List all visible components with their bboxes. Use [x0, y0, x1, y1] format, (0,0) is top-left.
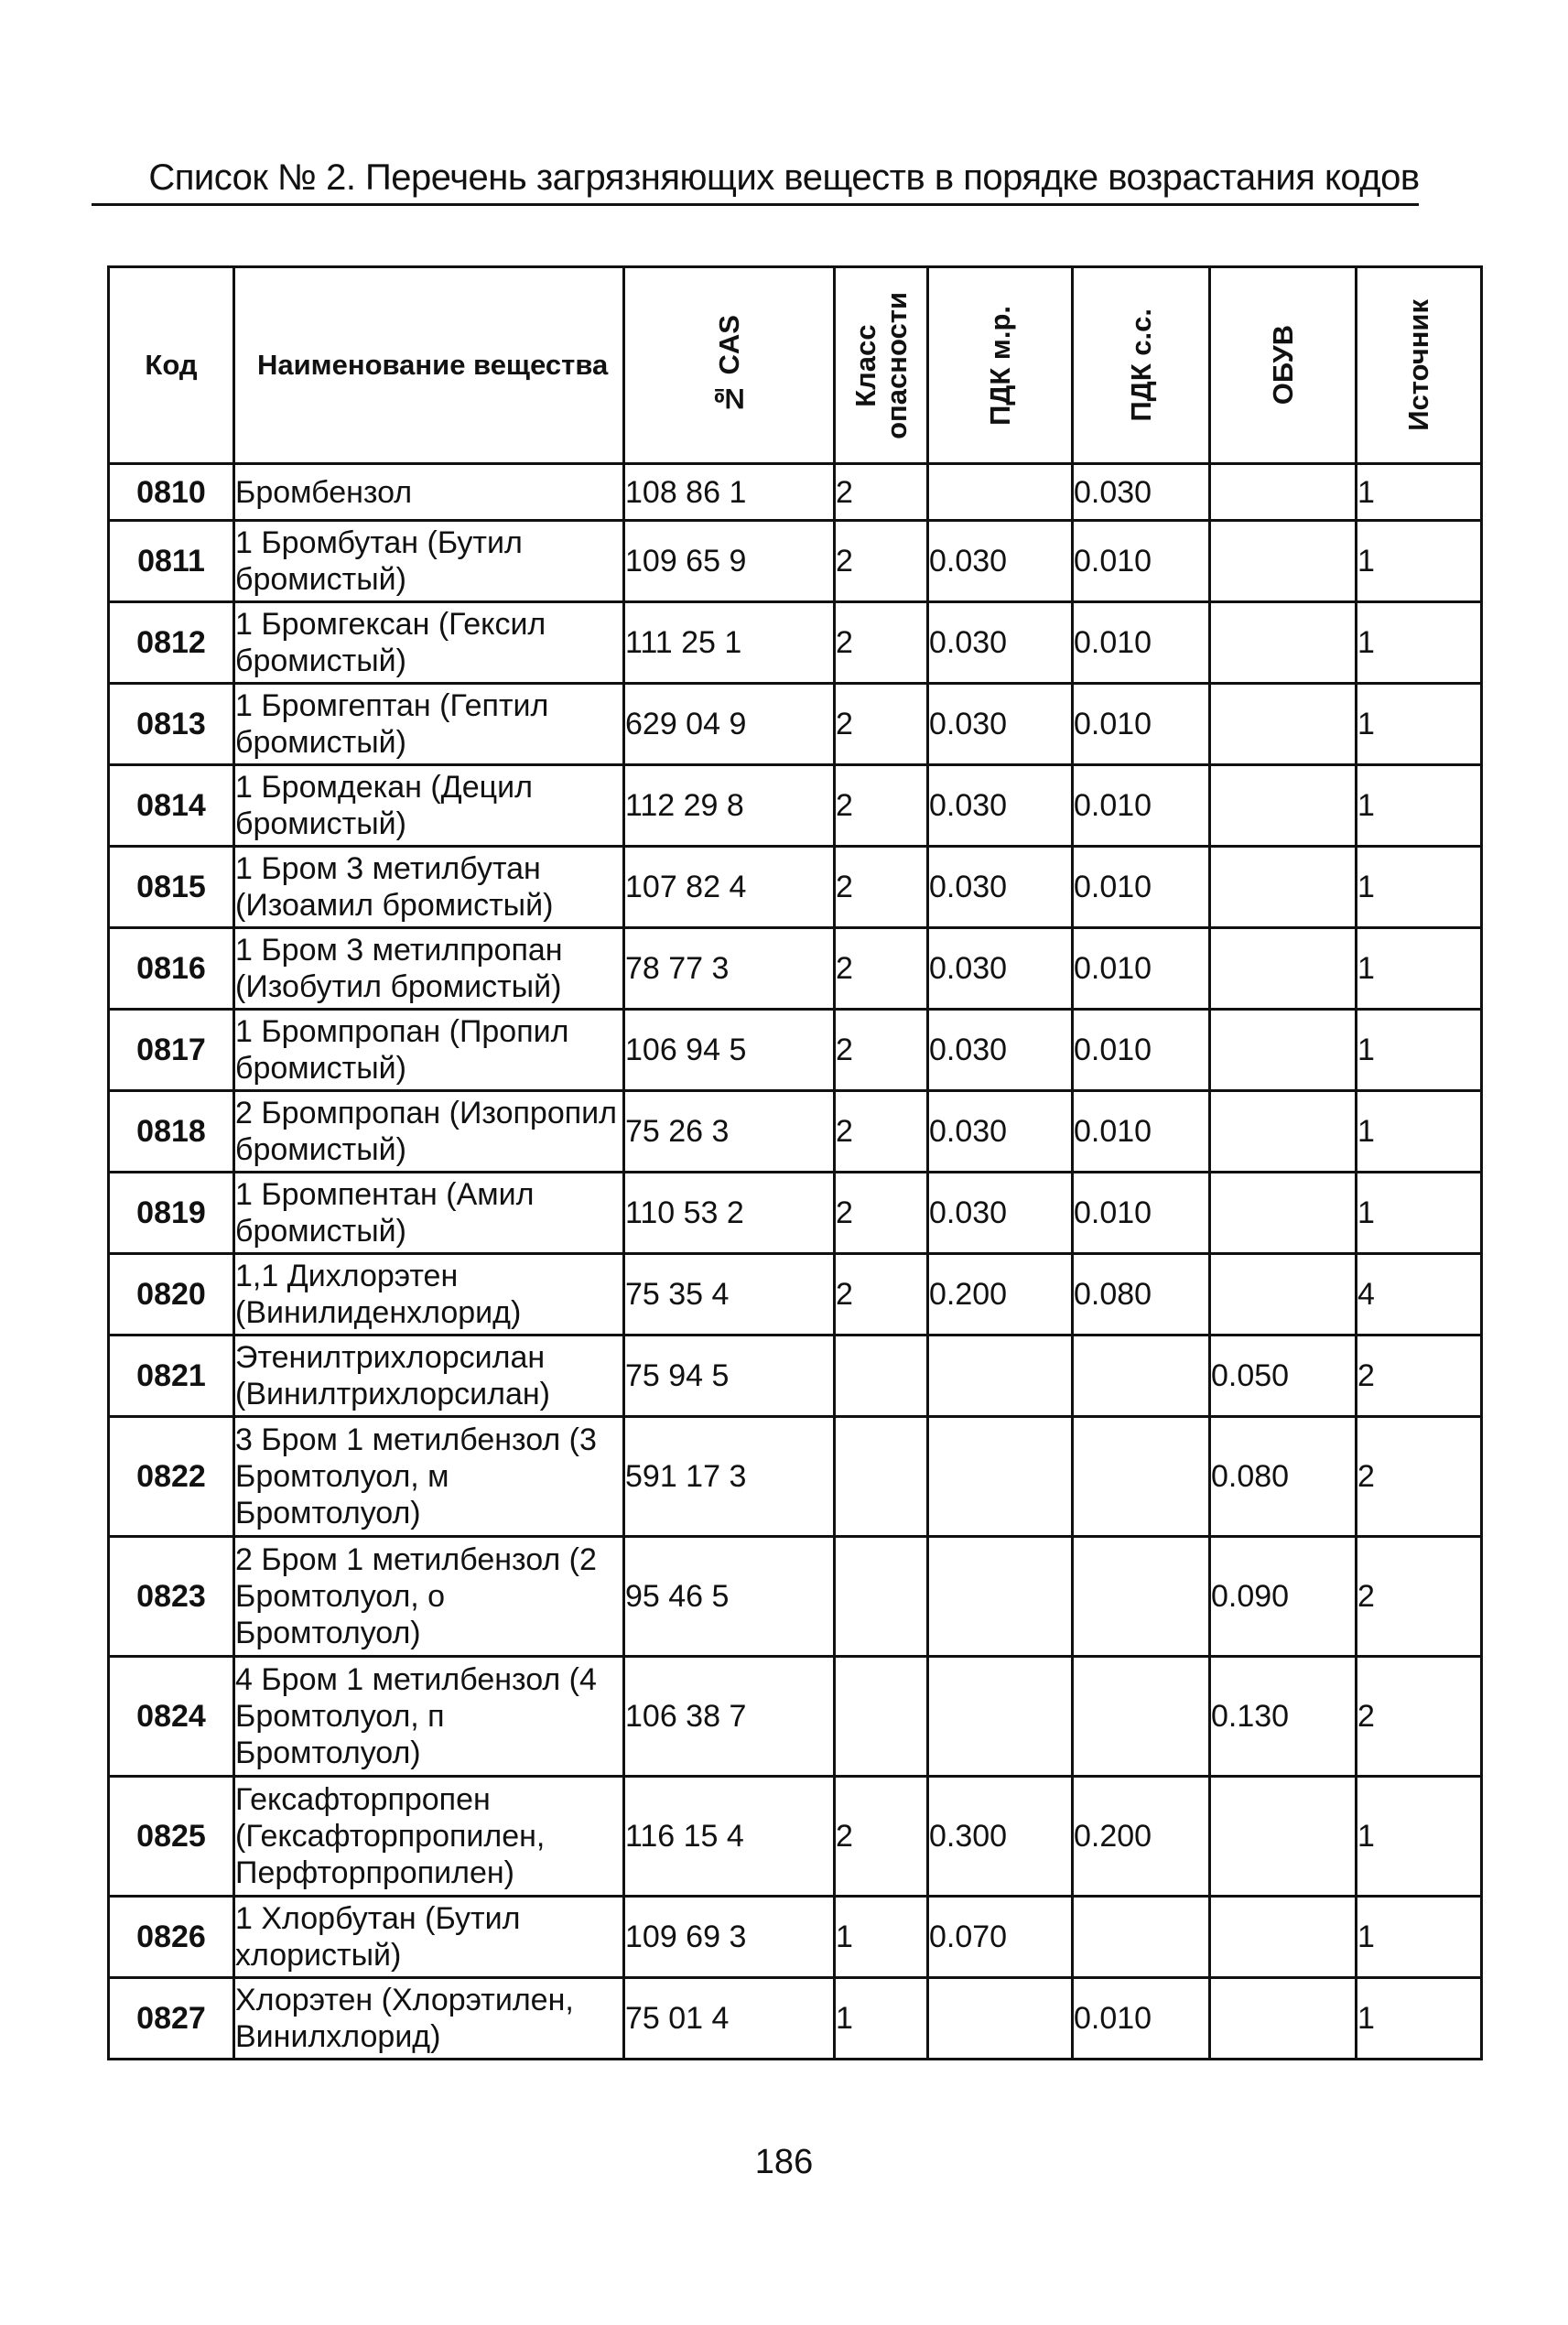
cell-code: 0825 [109, 1777, 234, 1897]
cell-obuv [1210, 684, 1357, 765]
cell-code: 0816 [109, 928, 234, 1010]
cell-pdk-ss: 0.010 [1073, 928, 1210, 1010]
cell-pdk-mr: 0.030 [928, 1091, 1073, 1173]
cell-pdk-ss: 0.010 [1073, 765, 1210, 847]
cell-pdk-ss: 0.010 [1073, 847, 1210, 928]
cell-hazard-class: 2 [835, 1173, 928, 1254]
table-row [109, 521, 1482, 602]
table-row [109, 847, 1482, 928]
table-row [109, 1537, 1482, 1657]
table-row [109, 684, 1482, 765]
cell-cas: 75 01 4 [624, 1978, 835, 2060]
header-pdk-mr [928, 267, 1073, 464]
page-title: Список № 2. Перечень загрязняющих веществ в порядке возрастания кодов [148, 157, 1420, 198]
table-row [109, 1254, 1482, 1336]
header-pdk-ss-label: ПДК с.с. [1124, 308, 1157, 422]
cell-pdk-mr [928, 1657, 1073, 1777]
cell-name: 2 Бром 1 метилбензол (2 Бромтолуол, о Бромтолуол) [234, 1537, 624, 1657]
cell-source: 1 [1357, 521, 1482, 602]
header-hazard-class-line2: опасности [880, 291, 913, 439]
cell-hazard-class: 2 [835, 1010, 928, 1091]
cell-hazard-class: 2 [835, 847, 928, 928]
cell-hazard-class [835, 1657, 928, 1777]
header-hazard-class [835, 267, 928, 464]
cell-obuv [1210, 464, 1357, 521]
cell-obuv [1210, 1010, 1357, 1091]
cell-hazard-class: 1 [835, 1978, 928, 2060]
header-hazard-class-line1: Класс [849, 323, 881, 407]
cell-name: 1 Бромдекан (Децил бромистый) [234, 765, 624, 847]
cell-pdk-mr: 0.070 [928, 1897, 1073, 1978]
cell-hazard-class [835, 1417, 928, 1537]
cell-name: Хлорэтен (Хлорэтилен, Винилхлорид) [234, 1978, 624, 2060]
cell-pdk-ss [1073, 1336, 1210, 1417]
cell-obuv: 0.080 [1210, 1417, 1357, 1537]
header-cas [624, 267, 835, 464]
cell-pdk-mr: 0.030 [928, 1173, 1073, 1254]
header-pdk-ss [1073, 267, 1210, 464]
cell-pdk-mr: 0.030 [928, 521, 1073, 602]
cell-code: 0821 [109, 1336, 234, 1417]
cell-source: 1 [1357, 602, 1482, 684]
table-row [109, 1417, 1482, 1537]
cell-pdk-ss: 0.200 [1073, 1777, 1210, 1897]
cell-source: 1 [1357, 464, 1482, 521]
cell-obuv: 0.050 [1210, 1336, 1357, 1417]
cell-code: 0822 [109, 1417, 234, 1537]
header-obuv-label: ОБУВ [1266, 325, 1299, 406]
cell-hazard-class: 2 [835, 684, 928, 765]
cell-pdk-ss [1073, 1657, 1210, 1777]
cell-hazard-class: 2 [835, 521, 928, 602]
table-row [109, 765, 1482, 847]
cell-cas: 629 04 9 [624, 684, 835, 765]
table-row [109, 1091, 1482, 1173]
cell-obuv [1210, 1897, 1357, 1978]
cell-code: 0817 [109, 1010, 234, 1091]
cell-hazard-class [835, 1336, 928, 1417]
header-cas-label: № CAS [712, 315, 745, 416]
cell-name: 1 Бромбутан (Бутил бромистый) [234, 521, 624, 602]
cell-name: 1 Бром 3 метилпропан (Изобутил бромистый) [234, 928, 624, 1010]
cell-cas: 110 53 2 [624, 1173, 835, 1254]
cell-pdk-ss: 0.010 [1073, 1173, 1210, 1254]
cell-pdk-ss: 0.010 [1073, 1010, 1210, 1091]
cell-hazard-class: 2 [835, 602, 928, 684]
cell-hazard-class: 1 [835, 1897, 928, 1978]
cell-obuv [1210, 1091, 1357, 1173]
cell-source: 2 [1357, 1657, 1482, 1777]
cell-obuv [1210, 1173, 1357, 1254]
cell-name: 1 Хлорбутан (Бутил хлористый) [234, 1897, 624, 1978]
substances-table [107, 265, 1483, 2060]
cell-source: 1 [1357, 847, 1482, 928]
cell-pdk-mr [928, 1417, 1073, 1537]
cell-cas: 75 26 3 [624, 1091, 835, 1173]
cell-source: 1 [1357, 765, 1482, 847]
header-source-label: Источник [1402, 299, 1434, 431]
cell-pdk-mr: 0.030 [928, 602, 1073, 684]
cell-code: 0814 [109, 765, 234, 847]
cell-name: Гексафторпропен (Гексафторпропилен, Перфторпропилен) [234, 1777, 624, 1897]
cell-hazard-class: 2 [835, 1254, 928, 1336]
page-number: 186 [754, 2143, 814, 2181]
cell-code: 0818 [109, 1091, 234, 1173]
cell-obuv [1210, 1978, 1357, 2060]
cell-source: 2 [1357, 1417, 1482, 1537]
cell-source: 1 [1357, 1777, 1482, 1897]
cell-pdk-mr: 0.030 [928, 684, 1073, 765]
cell-cas: 109 65 9 [624, 521, 835, 602]
cell-name: 3 Бром 1 метилбензол (3 Бромтолуол, м Бромтолуол) [234, 1417, 624, 1537]
cell-pdk-mr: 0.030 [928, 1010, 1073, 1091]
cell-source: 2 [1357, 1336, 1482, 1417]
cell-code: 0815 [109, 847, 234, 928]
cell-pdk-mr [928, 464, 1073, 521]
cell-pdk-mr: 0.200 [928, 1254, 1073, 1336]
cell-cas: 95 46 5 [624, 1537, 835, 1657]
cell-source: 1 [1357, 1978, 1482, 2060]
cell-pdk-mr [928, 1537, 1073, 1657]
cell-obuv [1210, 765, 1357, 847]
table-row [109, 1978, 1482, 2060]
cell-source: 2 [1357, 1537, 1482, 1657]
cell-pdk-mr [928, 1336, 1073, 1417]
cell-name: 1 Бром 3 метилбутан (Изоамил бромистый) [234, 847, 624, 928]
cell-obuv: 0.090 [1210, 1537, 1357, 1657]
cell-cas: 112 29 8 [624, 765, 835, 847]
cell-hazard-class [835, 1537, 928, 1657]
table-row [109, 1897, 1482, 1978]
cell-pdk-mr: 0.030 [928, 765, 1073, 847]
header-hazard-class-label [850, 292, 913, 439]
table-row [109, 1336, 1482, 1417]
cell-cas: 109 69 3 [624, 1897, 835, 1978]
header-source [1357, 267, 1482, 464]
cell-pdk-mr [928, 1978, 1073, 2060]
header-row [109, 267, 1482, 464]
cell-name: 1 Бромпентан (Амил бромистый) [234, 1173, 624, 1254]
cell-obuv [1210, 847, 1357, 928]
cell-code: 0812 [109, 602, 234, 684]
cell-cas: 75 35 4 [624, 1254, 835, 1336]
cell-code: 0820 [109, 1254, 234, 1336]
table-row [109, 928, 1482, 1010]
cell-name: 2 Бромпропан (Изопропил бромистый) [234, 1091, 624, 1173]
cell-source: 1 [1357, 1091, 1482, 1173]
cell-code: 0810 [109, 464, 234, 521]
cell-name: Бромбензол [234, 464, 624, 521]
cell-name: 1 Бромпропан (Пропил бромистый) [234, 1010, 624, 1091]
cell-cas: 116 15 4 [624, 1777, 835, 1897]
table-row [109, 602, 1482, 684]
cell-hazard-class: 2 [835, 928, 928, 1010]
cell-obuv [1210, 1254, 1357, 1336]
cell-code: 0823 [109, 1537, 234, 1657]
cell-name: 1 Бромгексан (Гексил бромистый) [234, 602, 624, 684]
cell-hazard-class: 2 [835, 464, 928, 521]
header-name: Наименование вещества [234, 267, 624, 464]
cell-pdk-mr: 0.300 [928, 1777, 1073, 1897]
cell-cas: 111 25 1 [624, 602, 835, 684]
cell-source: 1 [1357, 1897, 1482, 1978]
title-underline [92, 203, 1419, 206]
cell-source: 1 [1357, 1010, 1482, 1091]
cell-pdk-ss [1073, 1537, 1210, 1657]
cell-pdk-ss [1073, 1897, 1210, 1978]
cell-code: 0824 [109, 1657, 234, 1777]
table-row [109, 1657, 1482, 1777]
table-row [109, 1010, 1482, 1091]
cell-cas: 107 82 4 [624, 847, 835, 928]
cell-cas: 106 94 5 [624, 1010, 835, 1091]
cell-obuv [1210, 928, 1357, 1010]
cell-hazard-class: 2 [835, 1777, 928, 1897]
cell-source: 4 [1357, 1254, 1482, 1336]
cell-name: 1 Бромгептан (Гептил бромистый) [234, 684, 624, 765]
cell-cas: 106 38 7 [624, 1657, 835, 1777]
cell-pdk-ss: 0.010 [1073, 1978, 1210, 2060]
cell-pdk-ss: 0.010 [1073, 1091, 1210, 1173]
header-code: Код [109, 267, 234, 464]
cell-pdk-ss: 0.010 [1073, 684, 1210, 765]
cell-code: 0811 [109, 521, 234, 602]
cell-obuv [1210, 602, 1357, 684]
cell-cas: 78 77 3 [624, 928, 835, 1010]
cell-cas: 75 94 5 [624, 1336, 835, 1417]
cell-obuv [1210, 1777, 1357, 1897]
cell-cas: 108 86 1 [624, 464, 835, 521]
cell-pdk-ss: 0.010 [1073, 521, 1210, 602]
cell-cas: 591 17 3 [624, 1417, 835, 1537]
cell-source: 1 [1357, 684, 1482, 765]
cell-pdk-ss: 0.030 [1073, 464, 1210, 521]
cell-obuv: 0.130 [1210, 1657, 1357, 1777]
cell-pdk-ss: 0.010 [1073, 602, 1210, 684]
cell-code: 0826 [109, 1897, 234, 1978]
cell-hazard-class: 2 [835, 1091, 928, 1173]
cell-pdk-mr: 0.030 [928, 928, 1073, 1010]
cell-name: Этенилтрихлорсилан (Винилтрихлорсилан) [234, 1336, 624, 1417]
cell-pdk-mr: 0.030 [928, 847, 1073, 928]
cell-pdk-ss [1073, 1417, 1210, 1537]
cell-source: 1 [1357, 928, 1482, 1010]
table-row [109, 464, 1482, 521]
cell-hazard-class: 2 [835, 765, 928, 847]
header-obuv [1210, 267, 1357, 464]
cell-code: 0813 [109, 684, 234, 765]
header-pdk-mr-label: ПДК м.р. [983, 305, 1016, 426]
cell-name: 1,1 Дихлорэтен (Винилиденхлорид) [234, 1254, 624, 1336]
cell-code: 0819 [109, 1173, 234, 1254]
table-row [109, 1777, 1482, 1897]
cell-pdk-ss: 0.080 [1073, 1254, 1210, 1336]
cell-name: 4 Бром 1 метилбензол (4 Бромтолуол, п Бромтолуол) [234, 1657, 624, 1777]
table-row [109, 1173, 1482, 1254]
cell-code: 0827 [109, 1978, 234, 2060]
cell-obuv [1210, 521, 1357, 602]
cell-source: 1 [1357, 1173, 1482, 1254]
